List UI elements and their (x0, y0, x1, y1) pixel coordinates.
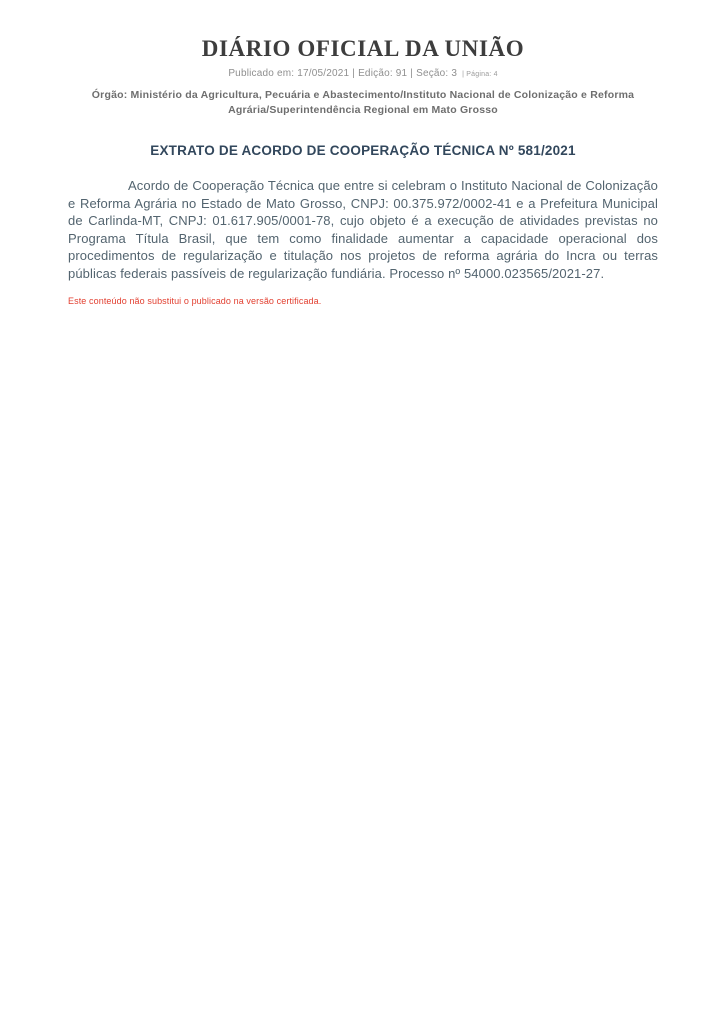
publication-meta-page: | Página: 4 (462, 71, 498, 79)
gazette-title: DIÁRIO OFICIAL DA UNIÃO (201, 36, 525, 61)
article (68, 143, 658, 282)
publication-meta-main: Publicado em: 17/05/2021 | Edição: 91 | Seção: 3 (228, 68, 458, 80)
page-footer (68, 296, 658, 306)
article-heading: EXTRATO DE ACORDO DE COOPERAÇÃO TÉCNICA Nº 581/2021 (150, 143, 576, 159)
article-body-paragraph: Acordo de Cooperação Técnica que entre si celebram o Instituto Nacional de Colonização e Reforma Agrária no Estado de Mato Grosso, CNPJ: 00.375.972/0002-41 e a Prefeitura Municipal de Carlinda-MT, CNPJ: 01.617.905/0001-78, cujo objeto é a execução de atividades previstas no Programa Títula Brasil, que tem como finalidade aumentar a capacidade operacional dos procedimentos de regularização e titulação nos projetos de reforma agrária do Incra ou terras públicas federais passíveis de regularização fundiária. Processo nº 54000.023565/2021-27. (68, 178, 658, 281)
publication-meta (68, 68, 658, 79)
gazette-masthead (68, 36, 658, 118)
page-content (0, 0, 725, 306)
certification-disclaimer: Este conteúdo não substitui o publicado na versão certificada. (68, 296, 322, 307)
organ-line: Órgão: Ministério da Agricultura, Pecuária e Abastecimento/Instituto Nacional de Colonização e Reforma Agrária/Superintendência Regional em Mato Grosso (91, 89, 635, 117)
